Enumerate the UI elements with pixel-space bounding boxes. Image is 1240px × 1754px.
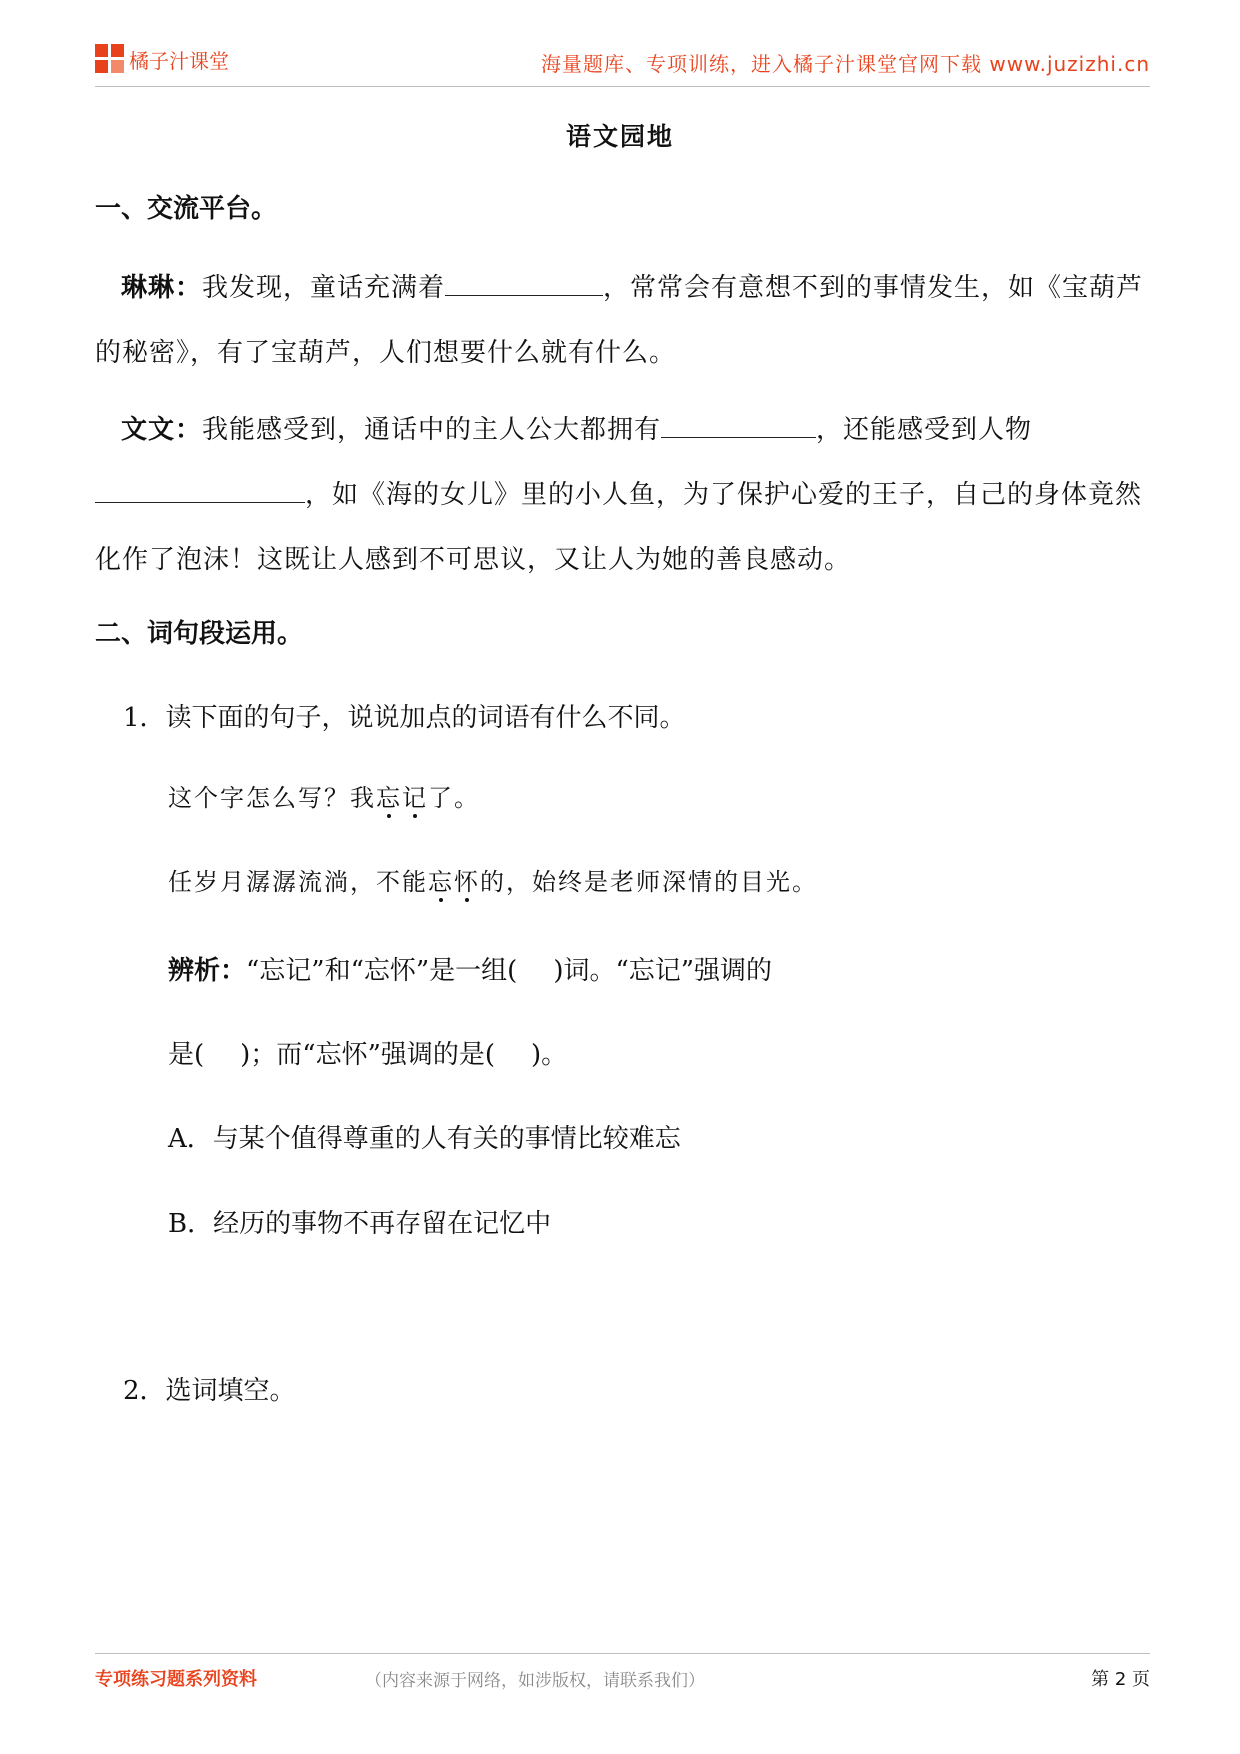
sentence-text: 了。 [428,784,480,812]
dotted-word-char: 记 [402,784,428,812]
analysis-text: )词。“忘记”强调的 [553,956,773,986]
option-b: B．经历的事物不再存留在记忆中 [168,1209,552,1239]
section-heading-2: 二、词句段运用。 [95,619,304,649]
footer-disclaimer: （内容来源于网络，如涉版权，请联系我们） [365,1671,705,1691]
page-title: 语文园地 [565,122,674,151]
dotted-word-char: 忘 [376,784,402,812]
fill-blank[interactable] [445,269,603,296]
analysis-text: 是( [168,1040,205,1070]
logo-text: 橘子汁课堂 [129,48,229,73]
option-a: A．与某个值得尊重的人有关的事情比较难忘 [168,1124,681,1154]
analysis-text: )。 [531,1040,568,1070]
analysis-text: )；而“忘怀”强调的是( [240,1040,496,1070]
sentence-text: 的，始终是老师深情的目光。 [480,868,818,896]
example-sentence-1 [168,778,480,813]
linlin-text-b: ，常常会有意想不到的事情发生，如《宝葫芦的秘密》，有了宝葫芦，人们想要什么就有什么。 [95,273,1144,368]
example-sentence-2 [168,862,818,897]
page-number: 第 2 页 [1091,1669,1150,1690]
linlin-text-a: 我发现，童话充满着 [202,273,446,303]
question-2: 2．选词填空。 [123,1376,296,1406]
wenwen-text-a: 我能感受到，通话中的主人公大都拥有 [202,415,662,445]
logo-icon [95,44,125,74]
fill-blank[interactable] [95,476,305,503]
footer-series: 专项练习题系列资料 [95,1669,257,1690]
header-divider [95,86,1150,87]
paragraph-linlin [95,256,1150,386]
header-slogan[interactable]: 海量题库、专项训练，进入橘子汁课堂官网下载 www.juzizhi.cn [541,52,1150,76]
question-1: 1．读下面的句子，说说加点的词语有什么不同。 [123,703,686,733]
footer-divider [95,1653,1150,1654]
analysis-line-1 [168,950,772,987]
sentence-text: 这个字怎么写？我 [168,784,376,812]
paragraph-wenwen [95,398,1150,593]
analysis-text: “忘记”和“忘怀”是一组( [246,956,518,986]
section-heading-1: 一、交流平台。 [95,194,278,224]
wenwen-text-b: ，还能感受到人物 [816,415,1033,445]
dotted-word-char: 忘 [428,868,454,896]
speaker-linlin: 琳琳： [121,273,203,303]
analysis-line-2 [168,1034,567,1071]
fill-blank[interactable] [661,411,816,438]
wenwen-text-c: ，如《海的女儿》里的小人鱼，为了保护心爱的王子，自己的身体竟然化作了泡沫！这既让人感到不可思议，又让人为她的善良感动。 [95,480,1143,575]
dotted-word-char: 怀 [454,868,480,896]
analysis-label: 辨析： [168,956,247,986]
sentence-text: 任岁月潺潺流淌，不能 [168,868,428,896]
speaker-wenwen: 文文： [121,415,203,445]
brand-logo[interactable] [95,44,229,74]
